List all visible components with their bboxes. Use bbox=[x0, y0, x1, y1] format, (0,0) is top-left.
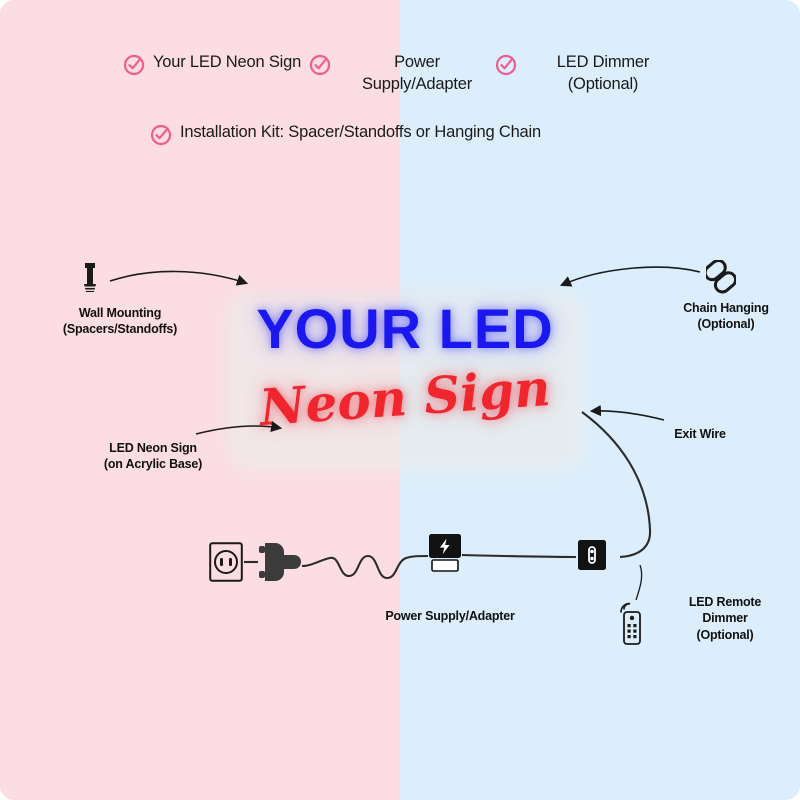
callout-chain-hanging-line2: (Optional) bbox=[697, 317, 755, 332]
check-circle-icon bbox=[150, 124, 172, 151]
callout-led-remote-dimmer-line2: Dimmer bbox=[702, 611, 748, 626]
check-circle-icon bbox=[123, 54, 145, 81]
chain-link-icon bbox=[706, 260, 736, 299]
plug-icon bbox=[258, 540, 310, 589]
checklist-item-label: Your LED Neon Sign bbox=[153, 53, 302, 71]
callout-led-remote-dimmer bbox=[636, 594, 800, 643]
callout-led-neon-sign-line2: (on Acrylic Base) bbox=[103, 457, 203, 472]
checklist-row-2 bbox=[0, 122, 800, 151]
callout-led-remote-dimmer-line1: LED Remote bbox=[688, 595, 762, 609]
checklist-item-installation-kit bbox=[150, 122, 650, 151]
neon-sign-line1: YOUR LED bbox=[256, 297, 554, 360]
dimmer-module-icon bbox=[578, 540, 606, 575]
callout-wall-mounting-line2: (Spacers/Standoffs) bbox=[62, 322, 178, 337]
callout-wall-mounting bbox=[14, 305, 226, 338]
callout-led-neon-sign-line1: LED Neon Sign bbox=[109, 441, 197, 455]
checklist-item-neon-sign bbox=[123, 52, 309, 81]
checklist-item-led-dimmer bbox=[495, 52, 681, 96]
callout-led-neon-sign bbox=[58, 440, 248, 473]
checklist-row-1 bbox=[0, 52, 800, 96]
wall-socket-icon bbox=[209, 542, 243, 587]
checklist-item-label: LED Dimmer (Optional) bbox=[556, 53, 650, 93]
callout-power-supply-line1: Power Supply/Adapter bbox=[385, 609, 515, 623]
check-circle-icon bbox=[495, 54, 517, 81]
adapter-icon bbox=[429, 534, 461, 577]
checklist bbox=[0, 52, 800, 151]
callout-chain-hanging-line1: Chain Hanging bbox=[683, 301, 769, 315]
callout-wall-mounting-line1: Wall Mounting bbox=[78, 306, 162, 320]
callout-exit-wire-line1: Exit Wire bbox=[674, 427, 726, 441]
neon-sign-line2: Neon Sign bbox=[257, 357, 553, 438]
checklist-item-label: Installation Kit: Spacer/Standoffs or Hanging Chain bbox=[180, 122, 541, 141]
screw-bolt-icon bbox=[78, 262, 102, 307]
check-circle-icon bbox=[309, 54, 331, 81]
callout-led-remote-dimmer-line3: (Optional) bbox=[696, 627, 754, 642]
checklist-item-power-supply bbox=[309, 52, 495, 96]
checklist-item-label: Power Supply/Adapter bbox=[361, 53, 473, 93]
callout-chain-hanging bbox=[636, 300, 800, 333]
callout-exit-wire bbox=[640, 426, 760, 442]
callout-power-supply bbox=[330, 608, 570, 624]
